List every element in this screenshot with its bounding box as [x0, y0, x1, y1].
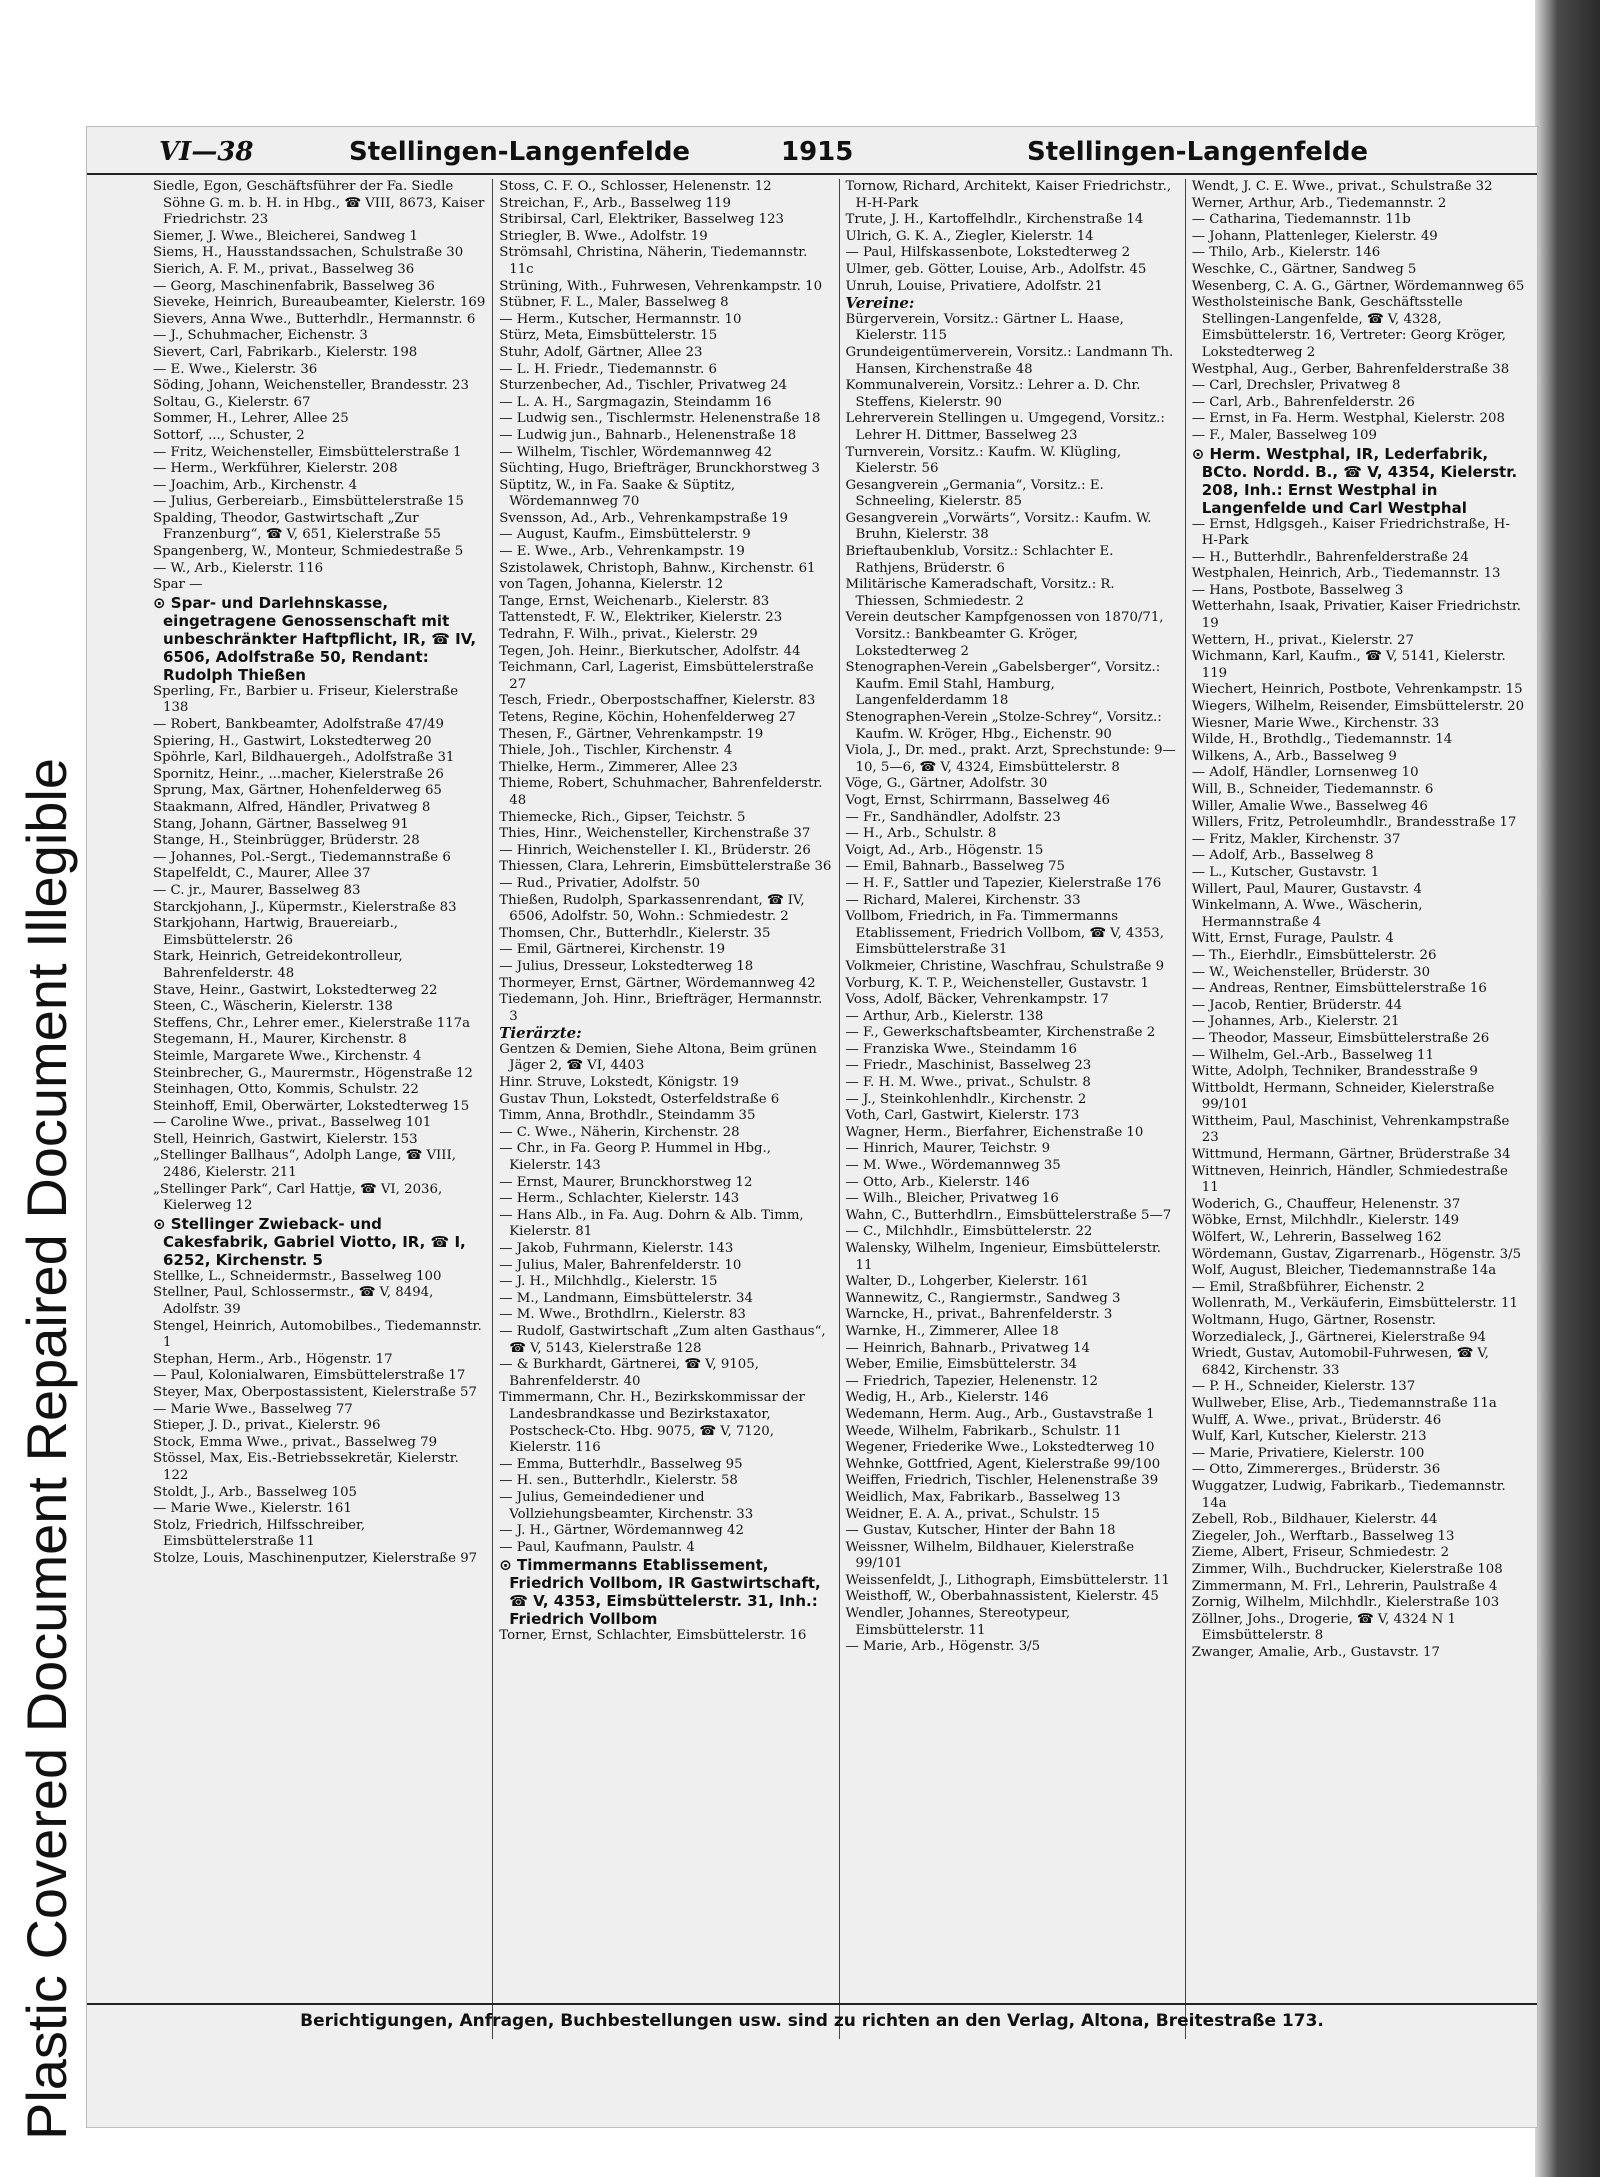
- directory-entry: Tiedemann, Joh. Hinr., Briefträger, Hermannstr. 3: [499, 992, 823, 1024]
- directory-entry: — Emma, Butterhdlr., Basselweg 95: [499, 1456, 743, 1472]
- directory-entry: — M. Wwe., Wördemannweg 35: [845, 1158, 1061, 1174]
- directory-entry: Wegener, Friederike Wwe., Lokstedterweg 10: [845, 1440, 1155, 1456]
- directory-entry: Lehrerverein Stellingen u. Umgegend, Vorsitz.: Lehrer H. Dittmer, Basselweg 23: [845, 411, 1165, 443]
- directory-entry: — Chr., in Fa. Georg P. Hummel in Hbg., Kielerstr. 143: [499, 1141, 771, 1174]
- directory-entry: — Hinrich, Weichensteller I. Kl., Brüderstr. 26: [499, 842, 811, 858]
- directory-entry: — Caroline Wwe., privat., Basselweg 101: [153, 1115, 432, 1131]
- directory-entry: Wölfert, W., Lehrerin, Basselweg 162: [1191, 1230, 1442, 1246]
- directory-entry: Tetens, Regine, Köchin, Hohenfelderweg 27: [499, 710, 796, 725]
- directory-entry: Weidner, E. A. A., privat., Schulstr. 15: [845, 1506, 1100, 1522]
- directory-entry: — L. H. Friedr., Tiedemannstr. 6: [499, 361, 717, 377]
- directory-entry: — J., Steinkohlenhdlr., Kirchenstr. 2: [845, 1091, 1087, 1107]
- directory-entry: — Ernst, Hdlgsgeh., Kaiser Friedrichstraße, H-H-Park: [1191, 516, 1510, 549]
- directory-entry: Weiffen, Friedrich, Tischler, Helenenstraße 39: [845, 1473, 1159, 1489]
- directory-entry: Weidlich, Max, Fabrikarb., Basselweg 13: [845, 1489, 1121, 1505]
- directory-entry: Szistolawek, Christoph, Bahnw., Kirchenstr. 61: [499, 560, 816, 576]
- directory-entry: Walter, D., Lohgerber, Kielerstr. 161: [845, 1274, 1089, 1290]
- directory-entry: — C., Milchhdlr., Eimsbüttelerstr. 22: [845, 1224, 1093, 1240]
- directory-entry: — Thilo, Arb., Kielerstr. 146: [1191, 245, 1381, 261]
- directory-entry: — Ludwig sen., Tischlermstr. Helenenstraße 18: [499, 411, 821, 427]
- directory-entry: Sperling, Fr., Barbier u. Friseur, Kielerstraße 138: [153, 683, 459, 716]
- directory-entry: Süchting, Hugo, Briefträger, Brunckhorstweg 3: [499, 461, 821, 477]
- directory-entry: Willers, Fritz, Petroleumhdlr., Brandesstraße 17: [1191, 815, 1517, 831]
- directory-entry: Spalding, Theodor, Gastwirtschaft „Zur Franzenburg“, ☎ V, 651, Kielerstraße 55: [153, 510, 441, 543]
- directory-entry: ⊙ Spar- und Darlehnskasse, eingetragene Genossenschaft mit unbeschränkter Haftpflicht, IR, ☎ IV, 6506, Adolfstraße 50, Rendant: Rudolph Thießen: [153, 593, 477, 684]
- archive-label-text: Plastic Covered Document Repaired Document Illegible: [15, 757, 78, 2140]
- directory-entry: — C. Wwe., Näherin, Kirchenstr. 28: [499, 1124, 740, 1140]
- directory-entry: Westholsteinische Bank, Geschäftsstelle Stellingen-Langenfelde, ☎ V, 4328, Eimsbüttelerstr. 16, Vertreter: Georg Kröger, Lokstedterweg 2: [1191, 295, 1506, 360]
- directory-entry: — Johannes, Arb., Kielerstr. 21: [1191, 1014, 1400, 1030]
- directory-entry: Wiechert, Heinrich, Postbote, Vehrenkampstr. 15: [1191, 682, 1523, 698]
- directory-entry: Wilde, H., Brothdlg., Tiedemannstr. 14: [1191, 732, 1453, 748]
- directory-entry: Stolz, Friedrich, Hilfsschreiber, Eimsbüttelerstraße 11: [153, 1517, 366, 1550]
- directory-entry: Starckjohann, J., Küpermstr., Kielerstraße 83: [153, 899, 457, 915]
- directory-entry: — Theodor, Masseur, Eimsbüttelerstraße 26: [1191, 1030, 1490, 1046]
- directory-entry: Witt, Ernst, Furage, Paulstr. 4: [1191, 931, 1394, 947]
- directory-entry: Wuggatzer, Ludwig, Fabrikarb., Tiedemannstr. 14a: [1191, 1478, 1506, 1511]
- directory-entry: — P. H., Schneider, Kielerstr. 137: [1191, 1379, 1416, 1395]
- directory-entry: — Wilhelm, Tischler, Wördemannweg 42: [499, 444, 772, 460]
- directory-entry: Wittboldt, Hermann, Schneider, Kielerstraße 99/101: [1191, 1080, 1495, 1113]
- directory-entry: — Julius, Dresseur, Lokstedterweg 18: [499, 958, 754, 974]
- directory-entry: Will, B., Schneider, Tiedemannstr. 6: [1191, 782, 1434, 797]
- directory-entry: — Ernst, Maurer, Brunckhorstweg 12: [499, 1174, 753, 1190]
- directory-entry: — August, Kaufm., Eimsbüttelerstr. 9: [499, 527, 751, 543]
- directory-entry: Zöllner, Johs., Drogerie, ☎ V, 4324 N 1 Eimsbüttelerstr. 8: [1191, 1611, 1456, 1644]
- directory-entry: Söding, Johann, Weichensteller, Brandesstr. 23: [153, 378, 469, 394]
- directory-entry: Stribirsal, Carl, Elektriker, Basselweg 123: [499, 212, 785, 228]
- directory-entry: Thormeyer, Ernst, Gärtner, Wördemannweg 42: [499, 975, 816, 991]
- directory-entry: Wedig, H., Arb., Kielerstr. 146: [845, 1390, 1049, 1406]
- scanner-edge-shadow: [1535, 0, 1600, 2177]
- directory-entry: Steinhagen, Otto, Kommis, Schulstr. 22: [153, 1082, 419, 1098]
- directory-entry: — Fritz, Weichensteller, Eimsbüttelerstraße 1: [153, 444, 462, 460]
- directory-entry: Sturzenbecher, Ad., Tischler, Privatweg 24: [499, 378, 788, 394]
- directory-entry: Kommunalverein, Vorsitz.: Lehrer a. D. Chr. Steffens, Kielerstr. 90: [845, 378, 1141, 410]
- directory-entry: Hinr. Struve, Lokstedt, Königstr. 19: [499, 1075, 739, 1091]
- directory-entry: — Heinrich, Bahnarb., Privatweg 14: [845, 1340, 1090, 1356]
- directory-entry: Tattenstedt, F. W., Elektriker, Kielerstr. 23: [499, 610, 783, 626]
- directory-entry: Wetterhahn, Isaak, Privatier, Kaiser Friedrichstr. 19: [1191, 599, 1521, 632]
- directory-entry: Voss, Adolf, Bäcker, Vehrenkampstr. 17: [845, 992, 1109, 1008]
- directory-entry: Trute, J. H., Kartoffelhdlr., Kirchenstraße 14: [845, 212, 1144, 228]
- directory-entry: Torner, Ernst, Schlachter, Eimsbüttelerstr. 16: [499, 1628, 807, 1644]
- directory-entry: Stephan, Herm., Arb., Högenstr. 17: [153, 1351, 393, 1367]
- directory-entry: Stellner, Paul, Schlossermstr., ☎ V, 8494, Adolfstr. 39: [153, 1285, 434, 1318]
- directory-entry: Zornig, Wilhelm, Milchhdlr., Kielerstraße 103: [1191, 1595, 1500, 1611]
- directory-entry: Sierich, A. F. M., privat., Basselweg 36: [153, 261, 415, 277]
- directory-entry: — H. sen., Butterhdlr., Kielerstr. 58: [499, 1473, 738, 1489]
- directory-entry: ⊙ Herm. Westphal, IR, Lederfabrik, BCto. Nordd. B., ☎ V, 4354, Kielerstr. 208, Inh.: Ernst Westphal in Langenfelde und Carl Westphal: [1191, 444, 1518, 517]
- directory-entry: — Marie Wwe., Kielerstr. 161: [153, 1501, 352, 1517]
- directory-entry: Walensky, Wilhelm, Ingenieur, Eimsbüttelerstr. 11: [845, 1241, 1161, 1273]
- directory-entry: Vollbom, Friedrich, in Fa. Timmermanns Etablissement, Friedrich Vollbom, ☎ V, 4353, Eimsbüttelerstraße 31: [845, 909, 1164, 958]
- directory-entry: Wilkens, A., Arb., Basselweg 9: [1191, 748, 1397, 764]
- directory-entry: — Marie, Arb., Högenstr. 3/5: [845, 1639, 1041, 1655]
- directory-entry: ⊙ Stellinger Zwieback- und Cakesfabrik, Gabriel Viotto, IR, ☎ I, 6252, Kirchenstr. 5: [153, 1214, 466, 1269]
- directory-entry: Zimmermann, M. Frl., Lehrerin, Paulstraße 4: [1191, 1578, 1498, 1594]
- directory-entry: Vereine:: [845, 294, 915, 313]
- directory-entry: — Carl, Drechsler, Privatweg 8: [1191, 378, 1401, 394]
- directory-entry: — Jacob, Rentier, Brüderstr. 44: [1191, 997, 1403, 1013]
- directory-entry: Stübner, F. L., Maler, Basselweg 8: [499, 295, 729, 311]
- directory-entry: Warnke, H., Zimmerer, Allee 18: [845, 1323, 1059, 1339]
- directory-entry: Thiele, Joh., Tischler, Kirchenstr. 4: [499, 743, 733, 759]
- directory-entry: Worzedialeck, J., Gärtnerei, Kielerstraße 94: [1191, 1329, 1486, 1345]
- directory-entry: Weschke, C., Gärtner, Sandweg 5: [1191, 261, 1417, 277]
- directory-entry: Willert, Paul, Maurer, Gustavstr. 4: [1191, 881, 1422, 897]
- directory-entry: Vogt, Ernst, Schirrmann, Basselweg 46: [845, 792, 1111, 808]
- directory-entry: — Julius, Gemeindediener und Vollziehungsbeamter, Kirchenstr. 33: [499, 1489, 754, 1522]
- directory-entry: Steen, C., Wäscherin, Kielerstr. 138: [153, 999, 393, 1015]
- directory-entry: Weissenfeldt, J., Lithograph, Eimsbüttelerstr. 11: [845, 1572, 1170, 1588]
- directory-entry: Voigt, Ad., Arb., Högenstr. 15: [845, 842, 1044, 858]
- directory-entry: Spar —: [153, 577, 203, 593]
- directory-entry: Stenographen-Verein „Stolze-Schrey“, Vorsitz.: Kaufm. W. Kröger, Hbg., Eichenstr. 90: [845, 710, 1162, 742]
- page-header: [87, 127, 1537, 175]
- directory-entry: Sommer, H., Lehrer, Allee 25: [153, 411, 349, 427]
- directory-entry: Stössel, Max, Eis.-Betriebssekretär, Kielerstr. 122: [153, 1451, 459, 1483]
- directory-entry: Striegler, B. Wwe., Adolfstr. 19: [499, 228, 708, 244]
- column-1: [147, 179, 493, 2039]
- directory-entry: Staakmann, Alfred, Händler, Privatweg 8: [153, 800, 431, 815]
- directory-entry: Wöbke, Ernst, Milchhdlr., Kielerstr. 149: [1191, 1213, 1460, 1229]
- directory-entry: Thielke, Herm., Zimmerer, Allee 23: [499, 759, 738, 775]
- directory-entry: Soltau, G., Kielerstr. 67: [153, 394, 311, 410]
- directory-entry: — Hans, Postbote, Basselweg 3: [1191, 582, 1404, 598]
- directory-entry: Thieme, Robert, Schuhmacher, Bahrenfelderstr. 48: [499, 776, 823, 808]
- directory-entry: Stock, Emma Wwe., privat., Basselweg 79: [153, 1434, 438, 1450]
- directory-entry: Tierärzte:: [499, 1024, 582, 1043]
- directory-entry: Gesangverein „Germania“, Vorsitz.: E. Schneeling, Kielerstr. 85: [845, 477, 1104, 510]
- directory-entry: Woderich, G., Chauffeur, Helenenstr. 37: [1191, 1196, 1461, 1212]
- directory-entry: Voth, Carl, Gastwirt, Kielerstr. 173: [845, 1108, 1080, 1124]
- directory-entry: — Julius, Gerbereiarb., Eimsbüttelerstraße 15: [153, 494, 464, 510]
- directory-entry: Zieme, Albert, Friseur, Schmiedestr. 2: [1191, 1545, 1450, 1561]
- directory-entry: Wittmund, Hermann, Gärtner, Brüderstraße 34: [1191, 1147, 1511, 1163]
- directory-entry: Zwanger, Amalie, Arb., Gustavstr. 17: [1191, 1644, 1440, 1660]
- directory-entry: Weisthoff, W., Oberbahnassistent, Kielerstr. 45: [845, 1589, 1159, 1605]
- directory-entry: — Robert, Bankbeamter, Adolfstraße 47/49: [153, 717, 444, 733]
- directory-entry: Starkjohann, Hartwig, Brauereiarb., Eimsbüttelerstr. 26: [153, 916, 399, 948]
- directory-entry: Ulmer, geb. Götter, Louise, Arb., Adolfstr. 45: [845, 261, 1147, 277]
- directory-entry: — Marie, Privatiere, Kielerstr. 100: [1191, 1445, 1425, 1461]
- directory-entry: Vorburg, K. T. P., Weichensteller, Gustavstr. 1: [845, 975, 1150, 991]
- directory-entry: Zimmer, Wilh., Buchdrucker, Kielerstraße 108: [1191, 1561, 1503, 1577]
- directory-entry: — F., Gewerkschaftsbeamter, Kirchenstraße 2: [845, 1025, 1156, 1041]
- directory-entry: — Rudolf, Gastwirtschaft „Zum alten Gasthaus“, ☎ V, 5143, Kielerstraße 128: [499, 1323, 826, 1356]
- directory-entry: — F. H. M. Wwe., privat., Schulstr. 8: [845, 1075, 1091, 1091]
- directory-entry: von Tagen, Johanna, Kielerstr. 12: [499, 577, 724, 593]
- directory-entry: Strömsahl, Christina, Näherin, Tiedemannstr. 11c: [499, 245, 808, 277]
- directory-entry: — Herm., Werkführer, Kielerstr. 208: [153, 461, 398, 477]
- directory-entry: Svensson, Ad., Arb., Vehrenkampstraße 19: [499, 510, 788, 526]
- directory-entry: — Herm., Kutscher, Hermannstr. 10: [499, 311, 742, 327]
- directory-entry: Gesangverein „Vorwärts“, Vorsitz.: Kaufm. W. Bruhn, Kielerstr. 38: [845, 510, 1152, 543]
- directory-entry: Werner, Arthur, Arb., Tiedemannstr. 2: [1191, 195, 1447, 211]
- year-heading: 1915: [781, 137, 854, 167]
- directory-entry: Wichmann, Karl, Kaufm., ☎ V, 5141, Kielerstr. 119: [1191, 649, 1506, 681]
- directory-entry: Wulf, Karl, Kutscher, Kielerstr. 213: [1191, 1429, 1427, 1445]
- directory-entry: ⊙ Timmermanns Etablissement, Friedrich Vollbom, IR Gastwirtschaft, ☎ V, 4353, Eimsbüttelerstr. 31, Inh.: Friedrich Vollbom: [499, 1556, 821, 1629]
- directory-entry: Tornow, Richard, Architekt, Kaiser Friedrichstr., H-H-Park: [845, 179, 1172, 211]
- directory-entry: Sprung, Max, Gärtner, Hohenfelderweg 65: [153, 783, 442, 799]
- directory-entry: Stenographen-Verein „Gabelsberger“, Vorsitz.: Kaufm. Emil Stahl, Hamburg, Langenfelderdamm 18: [845, 660, 1161, 709]
- directory-entry: — H., Butterhdlr., Bahrenfelderstraße 24: [1191, 549, 1469, 565]
- directory-entry: Tange, Ernst, Weichenarb., Kielerstr. 83: [499, 593, 770, 609]
- directory-entry: — E. Wwe., Arb., Vehrenkampstr. 19: [499, 544, 745, 560]
- directory-entry: Stell, Heinrich, Gastwirt, Kielerstr. 153: [153, 1131, 418, 1147]
- directory-entry: Timmermann, Chr. H., Bezirkskommissar der Landesbrandkasse und Bezirkstaxator, Postscheck-Cto. Hbg. 9075, ☎ V, 7120, Kielerstr. 116: [499, 1390, 805, 1456]
- directory-entry: Turnverein, Vorsitz.: Kaufm. W. Klügling, Kielerstr. 56: [845, 444, 1122, 477]
- directory-entry: Stürz, Meta, Eimsbüttelerstr. 15: [499, 328, 718, 344]
- directory-entry: — Wilhelm, Gel.-Arb., Basselweg 11: [1191, 1047, 1434, 1063]
- directory-entry: Siemer, J. Wwe., Bleicherei, Sandweg 1: [153, 228, 418, 244]
- directory-entry: — Johannes, Pol.-Sergt., Tiedemannstraße 6: [153, 849, 451, 865]
- directory-entry: Woltmann, Hugo, Gärtner, Rosenstr.: [1191, 1313, 1436, 1328]
- directory-entry: Gentzen & Demien, Siehe Altona, Beim grünen Jäger 2, ☎ VI, 4403: [499, 1041, 817, 1074]
- directory-entry: Streichan, F., Arb., Basselweg 119: [499, 195, 731, 211]
- directory-entry: — Otto, Zimmererges., Brüderstr. 36: [1191, 1462, 1441, 1478]
- directory-entry: Vöge, G., Gärtner, Adolfstr. 30: [845, 776, 1048, 792]
- directory-entry: Wolf, August, Bleicher, Tiedemannstraße 14a: [1191, 1263, 1497, 1279]
- directory-entry: Tegen, Joh. Heinr., Bierkutscher, Adolfstr. 44: [499, 643, 801, 659]
- directory-entry: Wulff, A. Wwe., privat., Brüderstr. 46: [1191, 1412, 1442, 1428]
- directory-entry: — M. Wwe., Brothdlrn., Kielerstr. 83: [499, 1307, 746, 1323]
- directory-entry: Gustav Thun, Lokstedt, Osterfeldstraße 6: [499, 1091, 780, 1107]
- directory-entry: Spangenberg, W., Monteur, Schmiedestraße 5: [153, 544, 464, 560]
- directory-entry: Thießen, Rudolph, Sparkassenrendant, ☎ IV, 6506, Adolfstr. 50, Wohn.: Schmiedestr. 2: [499, 892, 805, 925]
- directory-entry: — E. Wwe., Kielerstr. 36: [153, 361, 318, 377]
- directory-entry: Wedemann, Herm. Aug., Arb., Gustavstraße 1: [845, 1406, 1155, 1422]
- directory-entry: — Jakob, Fuhrmann, Kielerstr. 143: [499, 1241, 734, 1256]
- directory-entry: Wendt, J. C. E. Wwe., privat., Schulstraße 32: [1191, 179, 1493, 194]
- directory-entry: Stengel, Heinrich, Automobilbes., Tiedemannstr. 1: [153, 1318, 482, 1351]
- directory-entry: Teichmann, Carl, Lagerist, Eimsbüttelerstraße 27: [499, 660, 814, 692]
- directory-entry: Thies, Hinr., Weichensteller, Kirchenstraße 37: [499, 826, 811, 842]
- directory-entry: Wördemann, Gustav, Zigarrenarb., Högenstr. 3/5: [1191, 1246, 1522, 1262]
- directory-entry: Stoldt, J., Arb., Basselweg 105: [153, 1484, 357, 1500]
- directory-entry: Grundeigentümerverein, Vorsitz.: Landmann Th. Hansen, Kirchenstraße 48: [845, 344, 1174, 377]
- directory-entry: Ulrich, G. K. A., Ziegler, Kielerstr. 14: [845, 228, 1094, 244]
- directory-entry: — J., Schuhmacher, Eichenstr. 3: [153, 328, 368, 344]
- directory-entry: Stange, H., Steinbrügger, Brüderstr. 28: [153, 833, 420, 849]
- directory-entry: Wannewitz, C., Rangiermstr., Sandweg 3: [845, 1290, 1121, 1306]
- directory-entry: Stave, Heinr., Gastwirt, Lokstedterweg 22: [153, 982, 438, 998]
- directory-entry: Spöhrle, Karl, Bildhauergeh., Adolfstraße 31: [153, 750, 455, 766]
- directory-entry: — H., Arb., Schulstr. 8: [845, 826, 997, 842]
- directory-entry: Wagner, Herm., Bierfahrer, Eichenstraße 10: [845, 1124, 1144, 1140]
- directory-entry: Verein deutscher Kampfgenossen von 1870/71, Vorsitz.: Bankbeamter G. Kröger, Lokstedterweg 2: [845, 610, 1164, 659]
- directory-entry: Willer, Amalie Wwe., Basselweg 46: [1191, 798, 1428, 814]
- directory-entry: Thesen, F., Gärtner, Vehrenkampstr. 19: [499, 726, 764, 742]
- directory-entry: Stoss, C. F. O., Schlosser, Helenenstr. 12: [499, 179, 772, 194]
- column-4: [1186, 179, 1531, 2039]
- directory-entry: — Otto, Arb., Kielerstr. 146: [845, 1174, 1030, 1190]
- directory-entry: — Carl, Arb., Bahrenfelderstr. 26: [1191, 394, 1415, 410]
- directory-entry: Wehnke, Gottfried, Agent, Kielerstraße 99/100: [845, 1456, 1161, 1472]
- directory-entry: — Friedrich, Tapezier, Helenenstr. 12: [845, 1373, 1098, 1389]
- directory-entry: Wittheim, Paul, Maschinist, Vehrenkampstraße 23: [1191, 1113, 1510, 1146]
- directory-entry: — Gustav, Kutscher, Hinter der Bahn 18: [845, 1523, 1116, 1539]
- directory-entry: — Catharina, Tiedemannstr. 11b: [1191, 212, 1411, 228]
- directory-entry: — Paul, Kaufmann, Paulstr. 4: [499, 1539, 695, 1555]
- directory-page: [86, 126, 1538, 2128]
- directory-entry: — Emil, Gärtnerei, Kirchenstr. 19: [499, 942, 726, 958]
- directory-entry: Zebell, Rob., Bildhauer, Kielerstr. 44: [1191, 1512, 1438, 1528]
- directory-entry: Bürgerverein, Vorsitz.: Gärtner L. Haase, Kielerstr. 115: [845, 311, 1124, 344]
- directory-entry: — Hinrich, Maurer, Teichstr. 9: [845, 1141, 1051, 1157]
- directory-entry: Steffens, Chr., Lehrer emer., Kielerstraße 117a: [153, 1015, 471, 1031]
- directory-entry: Stang, Johann, Gärtner, Basselweg 91: [153, 816, 409, 832]
- directory-entry: — Richard, Malerei, Kirchenstr. 33: [845, 892, 1081, 908]
- directory-entry: Tedrahn, F. Wilh., privat., Kielerstr. 29: [499, 627, 758, 643]
- directory-entry: — Adolf, Händler, Lornsenweg 10: [1191, 765, 1419, 781]
- directory-entry: Stark, Heinrich, Getreidekontrolleur, Bahrenfelderstr. 48: [153, 949, 403, 981]
- directory-entry: Strüning, With., Fuhrwesen, Vehrenkampstr. 10: [499, 278, 823, 294]
- directory-entry: Winkelmann, A. Wwe., Wäscherin, Hermannstraße 4: [1191, 898, 1423, 930]
- directory-entry: Ziegeler, Joh., Werftarb., Basselweg 13: [1191, 1528, 1455, 1544]
- directory-entry: — Adolf, Arb., Basselweg 8: [1191, 848, 1374, 864]
- directory-entry: Militärische Kameradschaft, Vorsitz.: R. Thiessen, Schmiedestr. 2: [845, 577, 1115, 609]
- directory-entry: Stegemann, H., Maurer, Kirchenstr. 8: [153, 1032, 407, 1048]
- directory-entry: — Andreas, Rentner, Eimsbüttelerstraße 16: [1191, 981, 1487, 997]
- directory-entry: Steinbrecher, G., Maurermstr., Högenstraße 12: [153, 1065, 473, 1081]
- directory-entry: — Herm., Schlachter, Kielerstr. 143: [499, 1191, 740, 1207]
- directory-entry: Westphalen, Heinrich, Arb., Tiedemannstr. 13: [1191, 566, 1501, 582]
- directory-entry: — J. H., Milchhdlg., Kielerstr. 15: [499, 1274, 718, 1290]
- directory-entry: Stapelfeldt, C., Maurer, Allee 37: [153, 866, 371, 882]
- directory-entry: — Friedr., Maschinist, Basselweg 23: [845, 1058, 1092, 1074]
- directory-entry: Wriedt, Gustav, Automobil-Fuhrwesen, ☎ V, 6842, Kirchenstr. 33: [1191, 1346, 1489, 1378]
- directory-entry: Thomsen, Chr., Butterhdlr., Kielerstr. 35: [499, 925, 771, 941]
- publisher-footer: Berichtigungen, Anfragen, Buchbestellungen usw. sind zu richten an den Verlag, Altona, Breitestraße 173.: [87, 2003, 1537, 2041]
- directory-entry: Wittneven, Heinrich, Händler, Schmiedestraße 11: [1191, 1163, 1508, 1196]
- directory-entry: Westphal, Aug., Gerber, Bahrenfelderstraße 38: [1191, 361, 1510, 377]
- directory-entry: Steinhoff, Emil, Oberwärter, Lokstedterweg 15: [153, 1098, 470, 1114]
- directory-entry: „Stellinger Ballhaus“, Adolph Lange, ☎ VIII, 2486, Kielerstr. 211: [153, 1148, 457, 1181]
- directory-entry: Witte, Adolph, Techniker, Brandesstraße 9: [1191, 1064, 1478, 1080]
- column-2: [493, 179, 839, 2039]
- directory-entry: — Johann, Plattenleger, Kielerstr. 49: [1191, 228, 1438, 244]
- directory-entry: — Emil, Bahnarb., Basselweg 75: [845, 859, 1065, 875]
- directory-entry: Weissner, Wilhelm, Bildhauer, Kielerstraße 99/101: [845, 1539, 1135, 1572]
- directory-entry: — Marie Wwe., Basselweg 77: [153, 1401, 353, 1417]
- directory-entry: Steimle, Margarete Wwe., Kirchenstr. 4: [153, 1048, 422, 1064]
- directory-entry: Viola, J., Dr. med., prakt. Arzt, Sprechstunde: 9—10, 5—6, ☎ V, 4324, Eimsbüttelerstr. 8: [845, 743, 1176, 775]
- directory-entry: Wesenberg, C. A. G., Gärtner, Wördemannweg 65: [1191, 278, 1525, 294]
- directory-entry: — Fritz, Makler, Kirchenstr. 37: [1191, 831, 1401, 847]
- directory-entry: — W., Arb., Kielerstr. 116: [153, 560, 324, 576]
- directory-entry: Wahn, C., Butterhdlrn., Eimsbüttelerstraße 5—7: [845, 1207, 1172, 1223]
- directory-entry: Sottorf, ..., Schuster, 2: [153, 427, 305, 443]
- directory-entry: Tesch, Friedr., Oberpostschaffner, Kielerstr. 83: [499, 693, 816, 709]
- directory-entry: Siems, H., Hausstandssachen, Schulstraße 30: [153, 245, 464, 261]
- directory-entry: — Ludwig jun., Bahnarb., Helenenstraße 18: [499, 427, 797, 443]
- directory-entry: Unruh, Louise, Privatiere, Adolfstr. 21: [845, 278, 1103, 294]
- directory-entry: Stuhr, Adolf, Gärtner, Allee 23: [499, 344, 703, 360]
- directory-entry: Steyer, Max, Oberpostassistent, Kielerstraße 57: [153, 1385, 477, 1400]
- directory-entry: — Hans Alb., in Fa. Aug. Dohrn & Alb. Timm, Kielerstr. 81: [499, 1207, 804, 1240]
- directory-entry: — Rud., Privatier, Adolfstr. 50: [499, 875, 701, 891]
- page-number: VI—38: [159, 137, 254, 167]
- directory-entry: — W., Weichensteller, Brüderstr. 30: [1191, 964, 1431, 980]
- directory-entry: — Joachim, Arb., Kirchenstr. 4: [153, 477, 358, 493]
- directory-entry: — Arthur, Arb., Kielerstr. 138: [845, 1008, 1044, 1024]
- directory-entry: Spiering, H., Gastwirt, Lokstedterweg 20: [153, 733, 432, 749]
- directory-entry: — Emil, Straßbführer, Eichenstr. 2: [1191, 1279, 1425, 1295]
- directory-entry: — Wilh., Bleicher, Privatweg 16: [845, 1191, 1059, 1207]
- directory-entry: Stolze, Louis, Maschinenputzer, Kielerstraße 97: [153, 1550, 478, 1566]
- directory-entry: Wiesner, Marie Wwe., Kirchenstr. 33: [1191, 715, 1440, 731]
- directory-entry: Weede, Wilhelm, Fabrikarb., Schulstr. 11: [845, 1423, 1122, 1439]
- directory-entry: Brieftaubenklub, Vorsitz.: Schlachter E. Rathjens, Brüderstr. 6: [845, 544, 1114, 576]
- directory-entry: Wiegers, Wilhelm, Reisender, Eimsbüttelerstr. 20: [1191, 699, 1525, 715]
- directory-entry: — H. F., Sattler und Tapezier, Kielerstraße 176: [845, 875, 1162, 891]
- directory-entry: Sieveke, Heinrich, Bureaubeamter, Kielerstr. 169: [153, 295, 486, 311]
- directory-entry: „Stellinger Park“, Carl Hattje, ☎ VI, 2036, Kielerweg 12: [153, 1181, 443, 1214]
- directory-entry: — J. H., Gärtner, Wördemannweg 42: [499, 1523, 744, 1539]
- directory-entry: Sievert, Carl, Fabrikarb., Kielerstr. 198: [153, 344, 418, 360]
- directory-entry: — Paul, Hilfskassenbote, Lokstedterweg 2: [845, 245, 1131, 261]
- archive-side-label: [0, 0, 80, 2177]
- directory-entry: — F., Maler, Basselweg 109: [1191, 427, 1377, 443]
- directory-entry: — & Burkhardt, Gärtnerei, ☎ V, 9105, Bahrenfelderstr. 40: [499, 1357, 759, 1389]
- directory-entry: — Th., Eierhdlr., Eimsbüttelerstr. 26: [1191, 947, 1437, 963]
- directory-entry: Timm, Anna, Brothdlr., Steindamm 35: [499, 1108, 756, 1124]
- directory-entry: Wullweber, Elise, Arb., Tiedemannstraße 11a: [1191, 1395, 1497, 1411]
- directory-entry: — Franziska Wwe., Steindamm 16: [845, 1041, 1077, 1057]
- directory-entry: — Ernst, in Fa. Herm. Westphal, Kielerstr. 208: [1191, 411, 1505, 427]
- directory-entry: — Paul, Kolonialwaren, Eimsbüttelerstraße 17: [153, 1368, 466, 1384]
- directory-entry: Thiessen, Clara, Lehrerin, Eimsbüttelerstraße 36: [499, 859, 832, 875]
- directory-entry: Sievers, Anna Wwe., Butterhdlr., Hermannstr. 6: [153, 311, 476, 327]
- directory-entry: Thiemecke, Rich., Gipser, Teichstr. 5: [499, 809, 746, 825]
- directory-entry: — Julius, Maler, Bahrenfelderstr. 10: [499, 1257, 742, 1273]
- column-3: [840, 179, 1186, 2039]
- directory-entry: Stellke, L., Schneidermstr., Basselweg 100: [153, 1268, 442, 1284]
- directory-entry: Stieper, J. D., privat., Kielerstr. 96: [153, 1418, 381, 1434]
- directory-entry: Spornitz, Heinr., ...macher, Kielerstraße 26: [153, 766, 444, 782]
- directory-entry: — Fr., Sandhändler, Adolfstr. 23: [845, 809, 1061, 825]
- directory-entry: — L. A. H., Sargmagazin, Steindamm 16: [499, 394, 772, 410]
- directory-entry: Weber, Emilie, Eimsbüttelerstr. 34: [845, 1357, 1078, 1373]
- directory-entry: — M., Landmann, Eimsbüttelerstr. 34: [499, 1290, 753, 1306]
- directory-entry: Warncke, H., privat., Bahrenfelderstr. 3: [845, 1307, 1113, 1323]
- directory-entry: — L., Kutscher, Gustavstr. 1: [1191, 864, 1380, 880]
- directory-entry: — C. jr., Maurer, Basselweg 83: [153, 882, 361, 898]
- running-title-left: Stellingen-Langenfelde: [349, 137, 691, 167]
- directory-entry: Wendler, Johannes, Stereotypeur, Eimsbüttelerstr. 11: [845, 1606, 1071, 1638]
- directory-entry: Wollenrath, M., Verkäuferin, Eimsbüttelerstr. 11: [1191, 1296, 1518, 1312]
- directory-entry: Siedle, Egon, Geschäftsführer der Fa. Siedle Söhne G. m. b. H. in Hbg., ☎ VIII, 8673, Kaiser Friedrichstr. 23: [153, 179, 485, 228]
- directory-entry: Volkmeier, Christine, Waschfrau, Schulstraße 9: [845, 958, 1165, 974]
- directory-entry: — Georg, Maschinenfabrik, Basselweg 36: [153, 278, 435, 294]
- directory-entry: Wettern, H., privat., Kielerstr. 27: [1191, 632, 1414, 648]
- running-title-right: Stellingen-Langenfelde: [1027, 137, 1369, 167]
- directory-columns: [147, 179, 1531, 2039]
- directory-entry: Süptitz, W., in Fa. Saake & Süptitz, Wördemannweg 70: [499, 477, 736, 510]
